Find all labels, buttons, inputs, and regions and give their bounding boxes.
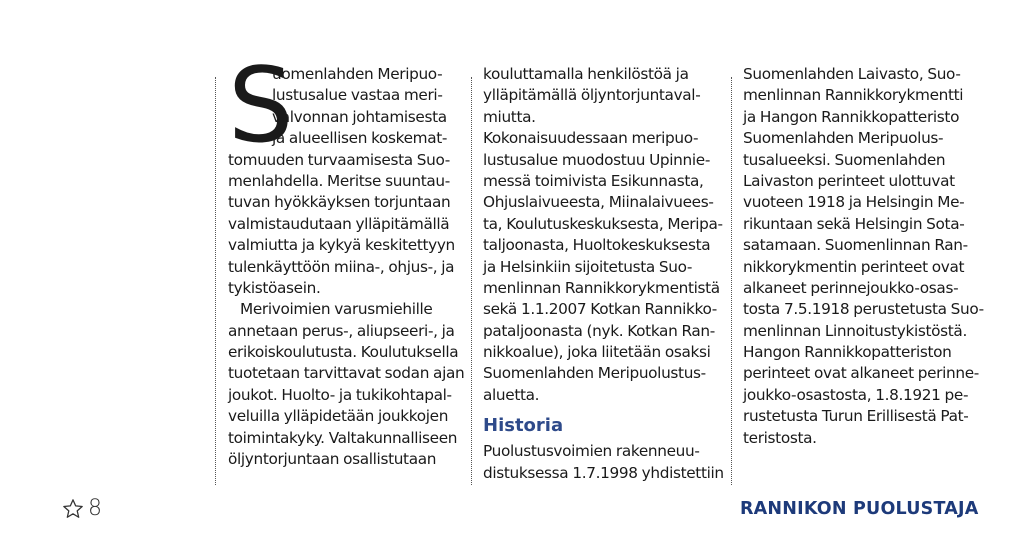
column-divider bbox=[731, 77, 732, 485]
text-line: miutta. bbox=[483, 107, 536, 126]
text-line: vuoteen 1918 ja Helsingin Me- bbox=[743, 193, 965, 212]
article-column-1 bbox=[228, 46, 465, 470]
text-line: tuotetaan tarvittavat sodan ajan bbox=[228, 364, 465, 383]
text-line: joukot. Huolto- ja tukikohtapal- bbox=[228, 385, 452, 404]
text-line: Hangon Rannikkopatteriston bbox=[743, 343, 952, 362]
text-line: teristosta. bbox=[743, 428, 817, 447]
text-line: perinteet ovat alkaneet perinne- bbox=[743, 364, 979, 383]
text-line: satamaan. Suomenlinnan Ran- bbox=[743, 236, 968, 255]
star-outline-icon bbox=[62, 498, 84, 520]
text-line: tulenkäyttöön miina-, ohjus-, ja bbox=[228, 257, 455, 276]
text-line: ja Hangon Rannikkopatteristo bbox=[743, 107, 960, 126]
text-line: rustetusta Turun Erillisestä Pat- bbox=[743, 407, 969, 426]
text-line: Suomenlahden Meripuolustus- bbox=[483, 364, 706, 383]
text-line: annetaan perus-, aliupseeri-, ja bbox=[228, 321, 455, 340]
text-line: pataljoonasta (nyk. Kotkan Ran- bbox=[483, 321, 715, 340]
column-divider bbox=[471, 77, 472, 485]
text-line: toimintakyky. Valtakunnalliseen bbox=[228, 428, 458, 447]
text-line: lustusalue vastaa meri- bbox=[272, 86, 443, 105]
text-line: valmistaudutaan ylläpitämällä bbox=[228, 214, 450, 233]
page-number: 8 bbox=[88, 496, 102, 521]
text-line: Suomenlahden Laivasto, Suo- bbox=[743, 65, 961, 83]
text-line: rikuntaan sekä Helsingin Sota- bbox=[743, 214, 965, 233]
publication-name: RANNIKON PUOLUSTAJA bbox=[740, 499, 979, 519]
text-line: kouluttamalla henkilöstöä ja bbox=[483, 65, 689, 83]
text-line: tomuuden turvaamisesta Suo- bbox=[228, 150, 450, 169]
text-line: menlahdella. Meritse suuntau- bbox=[228, 171, 450, 190]
text-line: tykistöasein. bbox=[228, 278, 321, 297]
text-line: erikoiskoulutusta. Koulutuksella bbox=[228, 343, 459, 362]
text-line: valmiutta ja kykyä keskitettyyn bbox=[228, 236, 455, 255]
text-line: ja alueellisen koskemat- bbox=[272, 129, 448, 148]
section-heading: Historia bbox=[483, 415, 564, 437]
text-line: ylläpitämällä öljyntorjuntaval- bbox=[483, 86, 701, 105]
text-line: tuvan hyökkäyksen torjuntaan bbox=[228, 193, 451, 212]
page-number-footer bbox=[62, 497, 102, 521]
article-column-2 bbox=[483, 64, 724, 484]
text-line: lustusalue muodostuu Upinnie- bbox=[483, 150, 710, 169]
text-line: distuksessa 1.7.1998 yhdistettiin bbox=[483, 463, 724, 482]
text-line: Puolustusvoimien rakenneuu- bbox=[483, 442, 700, 461]
text-line: Merivoimien varusmiehille bbox=[240, 300, 433, 319]
text-line: ja Helsinkiin sijoitetusta Suo- bbox=[483, 257, 693, 276]
text-line: joukko-osastosta, 1.8.1921 pe- bbox=[743, 385, 969, 404]
text-line: valvonnan johtamisesta bbox=[272, 107, 447, 126]
drop-cap: S bbox=[228, 46, 292, 166]
text-line: nikkorykmentin perinteet ovat bbox=[743, 257, 965, 276]
text-line: ta, Koulutuskeskuksesta, Meripa- bbox=[483, 214, 723, 233]
text-line: menlinnan Rannikkorykmentistä bbox=[483, 278, 720, 297]
text-line: uomenlahden Meripuo- bbox=[272, 65, 443, 83]
text-line: tusalueeksi. Suomenlahden bbox=[743, 150, 946, 169]
article-column-3 bbox=[743, 64, 983, 449]
text-line: aluetta. bbox=[483, 385, 540, 404]
text-line: alkaneet perinnejoukko-osas- bbox=[743, 278, 959, 297]
text-line: Suomenlahden Meripuolus- bbox=[743, 129, 944, 148]
text-line: veluilla ylläpidetään joukkojen bbox=[228, 407, 449, 426]
text-line: Ohjuslaivueesta, Miinalaivuees- bbox=[483, 193, 714, 212]
text-line: Kokonaisuudessaan meripuo- bbox=[483, 129, 699, 148]
text-line: menlinnan Linnoitustykistöstä. bbox=[743, 321, 967, 340]
text-line: messä toimivista Esikunnasta, bbox=[483, 171, 704, 190]
text-line: tosta 7.5.1918 perustetusta Suo- bbox=[743, 300, 984, 319]
text-line: menlinnan Rannikkorykmentti bbox=[743, 86, 964, 105]
text-line: Laivaston perinteet ulottuvat bbox=[743, 171, 955, 190]
text-line: nikkoalue), joka liitetään osaksi bbox=[483, 343, 711, 362]
text-line: öljyntorjuntaan osallistutaan bbox=[228, 450, 437, 469]
column-divider bbox=[215, 77, 216, 485]
text-line: taljoonasta, Huoltokeskuksesta bbox=[483, 236, 711, 255]
text-line: sekä 1.1.2007 Kotkan Rannikko- bbox=[483, 300, 717, 319]
